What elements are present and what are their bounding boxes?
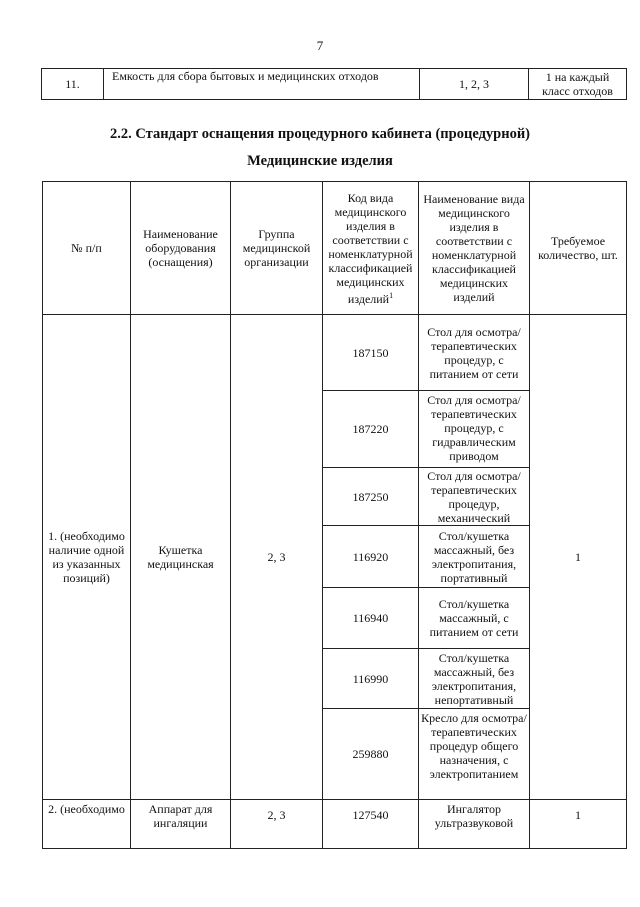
device-type-name: Стол для осмотра/ терапевтических процедур, механический: [419, 468, 530, 526]
row-number: 1. (необходимо наличие одной из указанных позиций): [43, 315, 131, 800]
previous-table-tail: [41, 68, 627, 100]
header-equipment: Наименование оборудования (оснащения): [131, 182, 231, 315]
table-row: [43, 800, 627, 849]
required-quantity: 1: [530, 800, 627, 849]
required-quantity: 1 на каждый класс отходов: [529, 69, 627, 100]
row-number: 2. (необходимо: [43, 800, 131, 849]
row-number: 11.: [42, 69, 104, 100]
header-num: № п/п: [43, 182, 131, 315]
device-type-name: Стол для осмотра/ терапевтических процедур, с гидравлическим приводом: [419, 391, 530, 468]
equipment-name: Кушетка медицинская: [131, 315, 231, 800]
page-number: 7: [316, 38, 324, 53]
table-row: [43, 315, 627, 391]
device-type-name: Стол/кушетка массажный, с питанием от сети: [419, 588, 530, 649]
org-group: 1, 2, 3: [420, 69, 529, 100]
device-type-name: Стол для осмотра/ терапевтических процедур, с питанием от сети: [419, 315, 530, 391]
section-title: 2.2. Стандарт оснащения процедурного кабинета (процедурной): [109, 126, 531, 142]
equipment-name: Емкость для сбора бытовых и медицинских отходов: [104, 69, 420, 100]
equipment-name: Аппарат для ингаляции: [131, 800, 231, 849]
device-code: 187150: [323, 315, 419, 391]
header-qty: Требуемое количество, шт.: [530, 182, 627, 315]
org-group: 2, 3: [231, 315, 323, 800]
header-group: Группа медицинской организации: [231, 182, 323, 315]
required-quantity: 1: [530, 315, 627, 800]
device-type-name: Стол/кушетка массажный, без электропитания, непортативный: [419, 649, 530, 709]
footnote-mark: 1: [389, 290, 394, 300]
table-row: [42, 69, 627, 100]
device-code: 116940: [323, 588, 419, 649]
device-type-name: Стол/кушетка массажный, без электропитания, портативный: [419, 526, 530, 588]
header-code-text: Код вида медицинского изделия в соответствии с номенклатурной классификацией медицинских изделий: [328, 190, 413, 306]
subsection-title: Медицинские изделия: [247, 153, 393, 169]
device-code: 187250: [323, 468, 419, 526]
device-type-name: Ингалятор ультразвуковой: [419, 800, 530, 849]
header-code: [323, 182, 419, 315]
header-type-name: Наименование вида медицинского изделия в соответствии с номенклатурной классификацией медицинских изделий: [419, 182, 530, 315]
table-header-row: [43, 182, 627, 315]
device-code: 187220: [323, 391, 419, 468]
device-code: 127540: [323, 800, 419, 849]
device-type-name: Кресло для осмотра/ терапевтических процедур общего назначения, с электропитанием: [419, 709, 530, 800]
device-code: 259880: [323, 709, 419, 800]
org-group: 2, 3: [231, 800, 323, 849]
device-code: 116990: [323, 649, 419, 709]
equipment-table: [42, 181, 627, 849]
device-code: 116920: [323, 526, 419, 588]
